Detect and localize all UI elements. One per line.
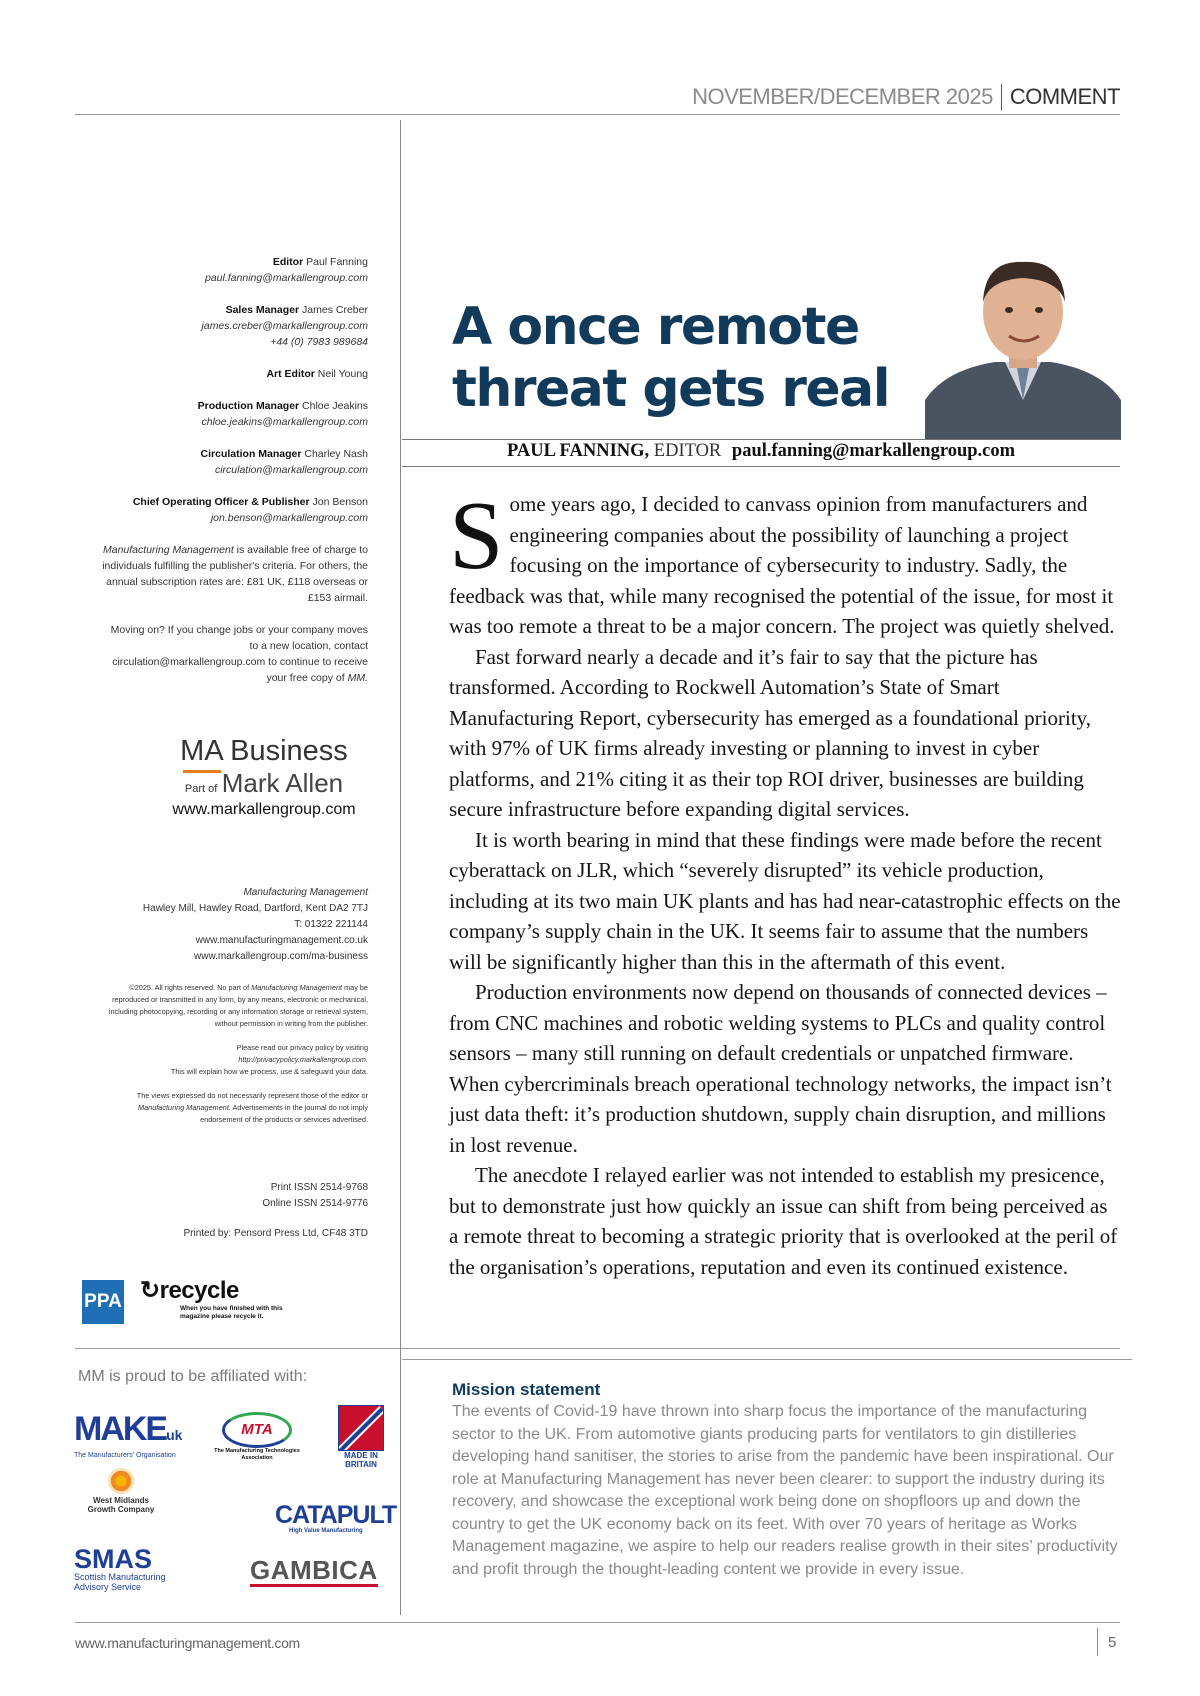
header-rule <box>75 114 1120 115</box>
footer-url[interactable]: www.manufacturingmanagement.com <box>75 1635 300 1651</box>
magazine-abbrev: MM. <box>347 672 368 684</box>
copyright-notice <box>100 982 368 1030</box>
wmgc-line1: West Midlands <box>93 1496 149 1505</box>
article-paragraph: Production environments now depend on thousands of connected devices – from CNC machines and robotic welding systems to PLCs and quality control sensors – many still running on default credentials or unpatched firmware. When cybercriminals breach operational technology networks, the impact isn’t just data theft: it’s production shutdown, supply chain disruption, and millions in lost revenue. <box>449 980 1112 1157</box>
print-issn: Print ISSN 2514-9768 <box>270 1182 368 1193</box>
make-uk-tagline: The Manufacturers' Organisation <box>74 1452 176 1459</box>
affiliated-title: MM is proud to be affiliated with: <box>78 1368 308 1385</box>
header-separator <box>1001 84 1002 110</box>
disclaimer-text: Advertisements in the journal do not imply endorsement of the products or services advertised. <box>200 1103 368 1124</box>
masthead-email[interactable]: james.creber@markallengroup.com <box>201 320 368 332</box>
article-paragraph <box>449 482 1121 642</box>
make-uk-suffix: uk <box>166 1427 183 1443</box>
publisher-url[interactable]: www.markallengroup.com <box>172 801 356 818</box>
ma-underline <box>183 770 221 773</box>
running-header <box>692 84 1120 110</box>
availability-note <box>100 542 368 606</box>
copyright-text: may be reproduced or transmitted in any form, by any means, electronic or mechanical, including photocopying, recording or any information storage or retrieval system, without permission in writing from the publisher. <box>108 983 368 1028</box>
views-disclaimer <box>100 1090 368 1126</box>
page-number: 5 <box>1108 1634 1117 1651</box>
magazine-title: Manufacturing Management <box>251 983 343 992</box>
masthead-person: Paul Fanning <box>306 256 368 268</box>
mission-rule <box>402 1359 1132 1360</box>
mark-allen-logo: Mark Allen <box>221 768 344 798</box>
editor-portrait-image <box>925 250 1121 440</box>
make-uk-main: MAKE <box>74 1410 167 1448</box>
ppa-logo: PPA <box>82 1280 124 1324</box>
masthead-art-editor <box>100 366 368 382</box>
moving-on-text: Moving on? If you change jobs or your company moves to a new location, contact circulation@markallengroup.com to continue to receive your free copy of <box>110 624 368 684</box>
masthead-person: Neil Young <box>317 368 368 380</box>
headline-line2: threat gets real <box>452 359 890 419</box>
magazine-title: Manufacturing Management. <box>138 1103 231 1112</box>
legal-block <box>100 982 368 1138</box>
ma-business-text: MA Business <box>180 735 348 767</box>
smas-logo <box>74 1546 184 1592</box>
gambica-logo <box>250 1556 380 1587</box>
article-headline <box>452 296 972 420</box>
recycle-icon: ↻ <box>140 1277 160 1304</box>
wmgc-line2: Growth Company <box>87 1505 155 1514</box>
masthead-role: Chief Operating Officer & Publisher <box>132 496 310 508</box>
headline-line1: A once remote <box>452 297 859 357</box>
mission-text: The events of Covid-19 have thrown into sharp focus the importance of the manufacturing sector to the UK. From automotive giants producing parts for ventilators to gin distilleries developing hand sanitiser, the stories to arise from the pandemic have been inspirational. Our role at Manufacturing Management has never been clearer: to support the industry during its recovery, and showcase the exceptional work being done on shopfloors up and down the country to get the UK economy back on its feet. With over 70 years of heritage as Works Management magazine, we aspire to help our readers realise growth in their sites’ productivity and profit through the thought-leading content we provide in every issue. <box>452 1403 1118 1578</box>
mib-line1: MADE IN <box>344 1451 378 1460</box>
masthead-person: James Creber <box>302 304 368 316</box>
masthead-editor <box>100 254 368 286</box>
masthead-email[interactable]: chloe.jeakins@markallengroup.com <box>201 416 368 428</box>
recycle-note: When you have finished with this magazine please recycle it. <box>180 1305 283 1320</box>
privacy-link[interactable]: http://privacypolicy.markallengroup.com. <box>238 1055 368 1064</box>
masthead-email[interactable]: paul.fanning@markallengroup.com <box>204 272 368 284</box>
author-role: EDITOR <box>653 441 722 461</box>
moving-on-note <box>100 622 368 686</box>
article-body <box>449 482 1121 1282</box>
ma-business-logo <box>180 735 348 768</box>
part-of-label: Part of <box>184 783 218 795</box>
footer-rule <box>75 1622 1120 1623</box>
address-line: Hawley Mill, Hawley Road, Dartford, Kent DA2 7TJ <box>142 903 368 914</box>
west-midlands-growth-logo <box>80 1468 162 1514</box>
byline <box>402 441 1120 462</box>
masthead-role: Art Editor <box>266 368 315 380</box>
address-title: Manufacturing Management <box>243 887 368 898</box>
address-block <box>100 885 368 965</box>
privacy-text: Please read our privacy policy by visiting <box>236 1043 368 1052</box>
mib-line2: BRITAIN <box>345 1460 377 1469</box>
masthead-role: Sales Manager <box>225 304 300 316</box>
masthead-email[interactable]: jon.benson@markallengroup.com <box>210 512 368 524</box>
phone-line: T: 01322 221144 <box>294 919 368 930</box>
masthead-person: Jon Benson <box>312 496 368 508</box>
online-issn: Online ISSN 2514-9776 <box>262 1198 368 1209</box>
catapult-tagline: High Value Manufacturing <box>289 1528 363 1534</box>
lower-section-rule <box>75 1348 1120 1349</box>
website-link[interactable]: www.manufacturingmanagement.co.uk <box>195 935 368 946</box>
recycle-title: recycle <box>159 1277 239 1304</box>
mta-tagline: The Manufacturing Technologies Association <box>214 1448 300 1461</box>
article-paragraph: The anecdote I relayed earlier was not intended to establish my presicence, but to demonstrate just how quickly an issue can shift from being perceived as a remote threat to becoming a strategic priority that is overlooked at the peril of the organisation’s operations, reputation and even its continued existence. <box>449 1163 1118 1279</box>
article-paragraph: It is worth bearing in mind that these findings were made before the recent cyberattack on JLR, which “severely disrupted” its vehicle production, including at its two main UK plants and has had near-catastrophic effects on the company’s supply chain in the UK. It seems fair to assume that the numbers will be significantly higher than this in the aftermath of this event. <box>449 827 1121 974</box>
byline-rule <box>402 466 1120 467</box>
recycle-logo <box>140 1276 300 1321</box>
author-email[interactable]: paul.fanning@markallengroup.com <box>731 441 1016 461</box>
drop-cap: S <box>449 482 504 590</box>
masthead <box>100 254 368 702</box>
disclaimer-text: The views expressed do not necessarily represent those of the editor or <box>136 1091 368 1100</box>
make-uk-logo <box>74 1412 194 1459</box>
issue-date: NOVEMBER/DECEMBER 2025 <box>692 84 993 109</box>
catapult-logo <box>275 1501 397 1534</box>
column-divider <box>400 120 401 1615</box>
union-flag-icon <box>338 1405 384 1451</box>
made-in-britain-logo <box>337 1405 385 1469</box>
smas-line1: Scottish Manufacturing <box>74 1572 166 1582</box>
mta-logo <box>207 1412 307 1462</box>
masthead-role: Editor <box>272 256 304 268</box>
publisher-logo <box>150 735 378 819</box>
editor-portrait <box>925 250 1121 440</box>
author-name: PAUL FANNING, <box>506 441 650 461</box>
article-paragraph: Fast forward nearly a decade and it’s fair to say that the picture has transformed. According to Rockwell Automation’s State of Smart Manufacturing Report, cybersecurity has emerged as a foundational priority, with 97% of UK firms already investing or planning to invest in cyber platforms, and 21% citing it as their top ROI driver, businesses are building secure infrastructure before expanding digital services. <box>449 644 1092 821</box>
masthead-role: Circulation Manager <box>200 448 302 460</box>
copyright-text: ©2025. All rights reserved. No part of <box>129 983 250 992</box>
masthead-person: Charley Nash <box>304 448 368 460</box>
masthead-person: Chloe Jeakins <box>302 400 368 412</box>
printer-credit: Printed by: Pensord Press Ltd, CF48 3TD <box>183 1228 368 1239</box>
masthead-production <box>100 398 368 430</box>
website-link[interactable]: www.markallengroup.com/ma-business <box>194 951 368 962</box>
smas-line2: Advisory Service <box>74 1582 142 1592</box>
masthead-sales <box>100 302 368 350</box>
mission-title: Mission statement <box>452 1380 601 1399</box>
gambica-text: GAMBICA <box>250 1555 378 1585</box>
section-name: COMMENT <box>1009 84 1120 109</box>
masthead-email[interactable]: circulation@markallengroup.com <box>214 464 368 476</box>
smas-main: SMAS <box>74 1544 153 1574</box>
mta-ring: MTA <box>222 1412 292 1448</box>
masthead-circulation <box>100 446 368 478</box>
availability-text: is available free of charge to individuals fulfilling the publisher's criteria. For others, the annual subscription rates are: £81 UK, £118 overseas or £153 airmail. <box>102 544 368 604</box>
magazine-title: Manufacturing Management <box>103 544 234 556</box>
privacy-text: This will explain how we process, use & safeguard your data. <box>170 1067 368 1076</box>
issn-block <box>100 1180 368 1212</box>
catapult-main: CATAPULT <box>275 1501 397 1529</box>
masthead-phone: +44 (0) 7983 989684 <box>270 336 368 348</box>
recycle-title-row <box>140 1276 300 1305</box>
paragraph-text: ome years ago, I decided to canvass opinion from manufacturers and engineering companies about the possibility of launching a project focusing on the importance of cybersecurity to industry. Sadly, the feedback was that, while many recognised the potential of the issue, for most it was too remote a threat to be a major concern. The project was quietly shelved. <box>449 492 1115 638</box>
masthead-role: Production Manager <box>197 400 300 412</box>
privacy-notice <box>100 1042 368 1078</box>
footer-separator <box>1097 1628 1098 1656</box>
sun-icon <box>108 1468 134 1494</box>
masthead-publisher <box>100 494 368 526</box>
byline-rule <box>402 439 1120 440</box>
